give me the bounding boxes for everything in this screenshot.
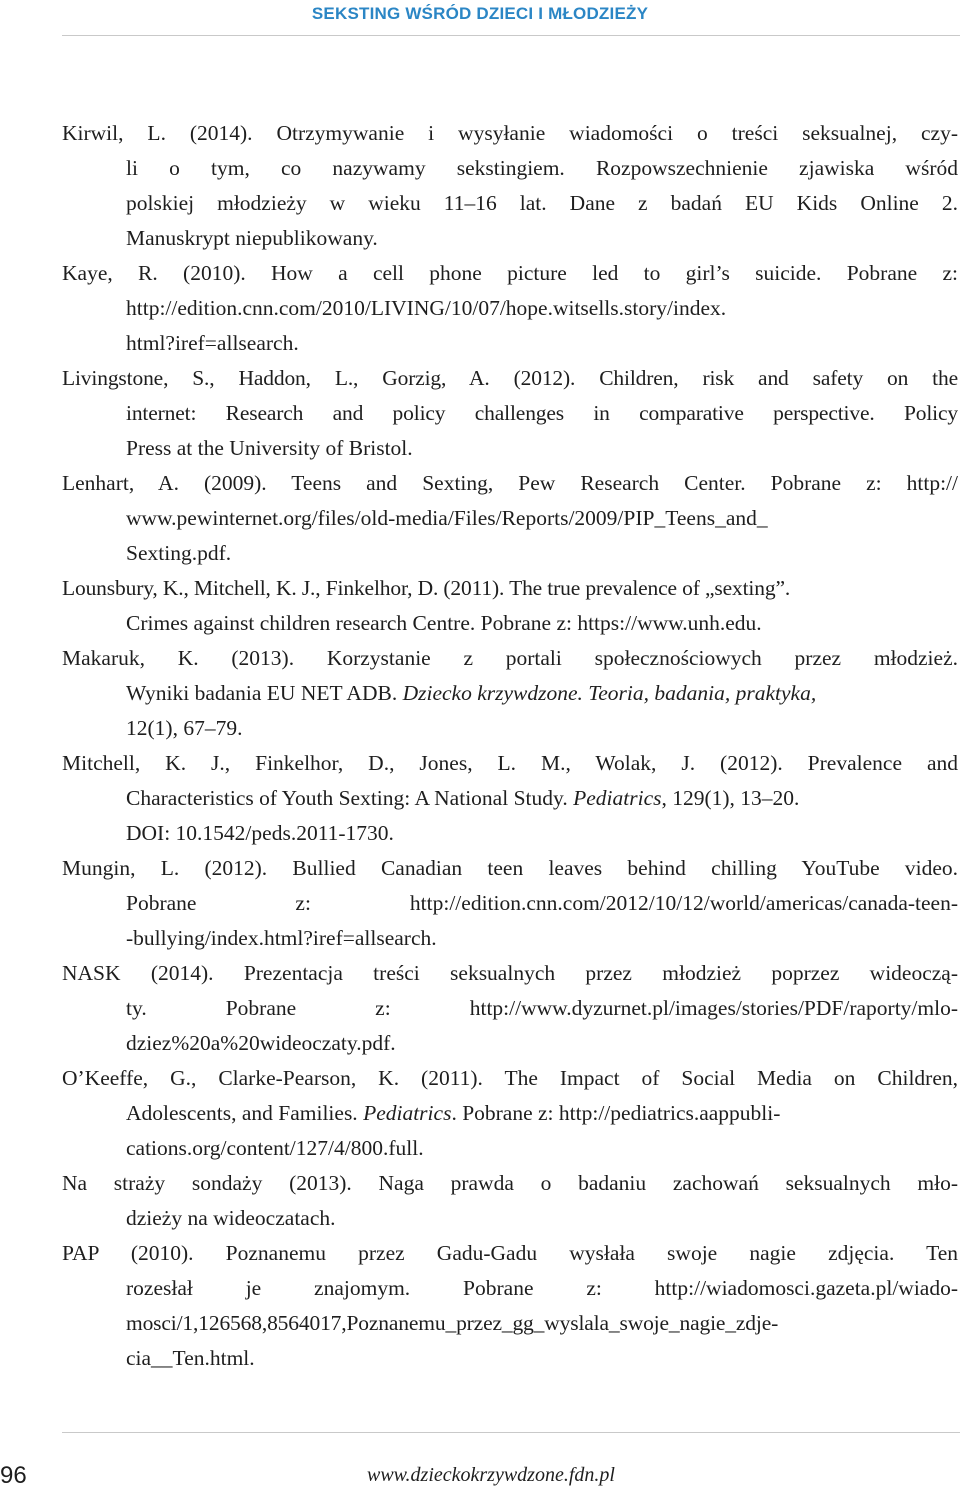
reference-lenhart [62,466,958,571]
reference-lounsbury [62,571,958,641]
reference-mitchell [62,746,958,851]
reference-line: dziez%20a%20wideoczaty.pdf. [126,1031,396,1055]
reference-text: , 129(1), 13–20. [661,786,800,810]
reference-livingstone [62,361,958,466]
running-header-title: SEKSTING WŚRÓD DZIECI I MŁODZIEŻY [311,4,649,23]
header-divider [62,35,960,36]
reference-kirwil [62,116,958,256]
reference-line: dzieży na wideoczatach. [126,1206,336,1230]
reference-line [62,781,958,816]
reference-line: -bullying/index.html?iref=allsearch. [126,926,437,950]
reference-line: Kirwil, L. (2014). Otrzymywanie i wysyłanie wiadomości o treści seksualnej, czy- [62,121,958,145]
reference-text: . Pobrane z: http://pediatrics.aappubli- [451,1101,781,1125]
reference-line: Lounsbury, K., Mitchell, K. J., Finkelhor, D. (2011). The true prevalence of „sexting”. [62,576,791,600]
reference-line: 12(1), 67–79. [126,716,243,740]
reference-line: Manuskrypt niepublikowany. [126,226,378,250]
page-number: 96 [0,1462,27,1489]
reference-mungin [62,851,958,956]
reference-okeeffe [62,1061,958,1166]
reference-line: Na straży sondaży (2013). Naga prawda o badaniu zachowań seksualnych mło- [62,1171,958,1195]
reference-line: Livingstone, S., Haddon, L., Gorzig, A. (2012). Children, risk and safety on the [62,366,958,390]
reference-line [62,676,958,711]
reference-nask [62,956,958,1061]
journal-title: Pediatrics [363,1101,452,1125]
running-header [0,0,960,36]
reference-line: Kaye, R. (2010). How a cell phone picture led to girl’s suicide. Pobrane z: [62,261,958,285]
reference-line: Mitchell, K. J., Finkelhor, D., Jones, L. M., Wolak, J. (2012). Prevalence and [62,751,958,775]
reference-makaruk [62,641,958,746]
reference-line: Pobrane z: http://edition.cnn.com/2012/10/12/world/americas/canada-teen- [126,891,958,915]
reference-line: cia__Ten.html. [126,1346,255,1370]
reference-line: polskiej młodzieży w wieku 11–16 lat. Dane z badań EU Kids Online 2. [126,191,958,215]
reference-line: http://edition.cnn.com/2010/LIVING/10/07/hope.witsells.story/index. [126,296,727,320]
journal-title: Dziecko krzywdzone. Teoria, badania, praktyka, [402,681,817,705]
reference-line: PAP (2010). Poznanemu przez Gadu-Gadu wysłała swoje nagie zdjęcia. Ten [62,1241,958,1265]
reference-line: www.pewinternet.org/files/old-media/Files/Reports/2009/PIP_Teens_and_ [126,506,768,530]
footer-website-link[interactable]: www.dzieckokrzywdzone.fdn.pl [367,1464,615,1486]
footer-divider [62,1432,960,1433]
reference-line: Crimes against children research Centre. Pobrane z: https://www.unh.edu. [126,611,762,635]
reference-na-strazy-sondazy [62,1166,958,1236]
reference-line: li o tym, co nazywamy sekstingiem. Rozpowszechnienie zjawiska wśród [126,156,958,180]
reference-line: Mungin, L. (2012). Bullied Canadian teen leaves behind chilling YouTube video. [62,856,958,880]
reference-line: ty. Pobrane z: http://www.dyzurnet.pl/images/stories/PDF/raporty/mlo- [126,996,958,1020]
reference-line: internet: Research and policy challenges in comparative perspective. Policy [126,401,958,425]
reference-line: mosci/1,126568,8564017,Poznanemu_przez_gg_wyslala_swoje_nagie_zdje- [126,1311,779,1335]
reference-line: Makaruk, K. (2013). Korzystanie z portali społecznościowych przez młodzież. [62,646,958,670]
reference-text: Wyniki badania EU NET ADB. [126,681,403,705]
reference-line: Lenhart, A. (2009). Teens and Sexting, Pew Research Center. Pobrane z: http:// [62,471,958,495]
reference-line: Press at the University of Bristol. [126,436,413,460]
reference-line: html?iref=allsearch. [126,331,299,355]
reference-line: DOI: 10.1542/peds.2011-1730. [126,821,394,845]
reference-line: NASK (2014). Prezentacja treści seksualnych przez młodzież poprzez wideoczą- [62,961,958,985]
reference-line [62,1096,958,1131]
journal-title: Pediatrics [573,786,662,810]
reference-line: cations.org/content/127/4/800.full. [126,1136,424,1160]
reference-line: rozesłał je znajomym. Pobrane z: http://wiadomosci.gazeta.pl/wiado- [126,1276,958,1300]
reference-kaye [62,256,958,361]
reference-text: Characteristics of Youth Sexting: A National Study. [126,786,574,810]
reference-text: Adolescents, and Families. [126,1101,364,1125]
reference-list [62,116,958,1376]
reference-pap [62,1236,958,1376]
reference-line: O’Keeffe, G., Clarke-Pearson, K. (2011). The Impact of Social Media on Children, [62,1066,958,1090]
reference-line: Sexting.pdf. [126,541,232,565]
